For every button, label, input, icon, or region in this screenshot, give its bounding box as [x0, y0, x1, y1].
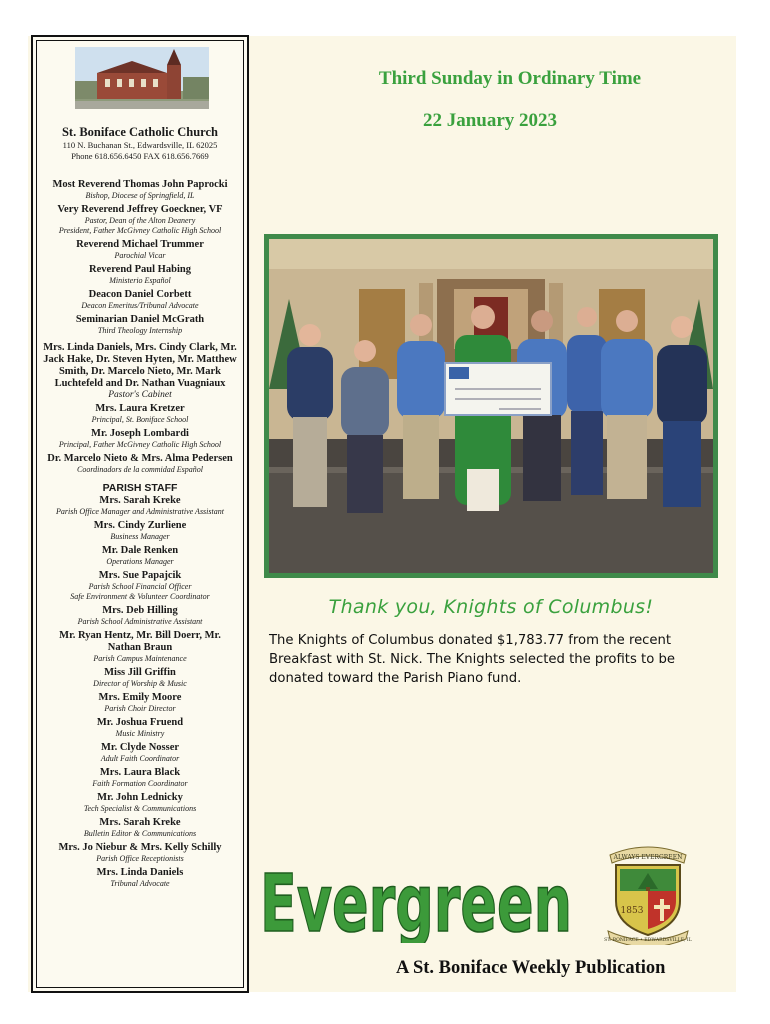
svg-text:ALWAYS EVERGREEN: ALWAYS EVERGREEN — [613, 854, 683, 861]
directory-entry: Mrs. Linda Daniels Tribunal Advocate — [96, 867, 184, 888]
svg-text:ST. BONIFACE • EDWARDSVILLE, I: ST. BONIFACE • EDWARDSVILLE, IL — [604, 938, 692, 943]
directory-entry: Mrs. Linda Daniels, Mrs. Cindy Clark, Mr. Jack Hake, Dr. Steven Hyten, Mr. Matthew Smith, Dr. Marcelo Nieto, Mr. Mark Luchtefeld and Dr. Nathan Vuagniaux Pastor's Cabinet — [43, 342, 237, 400]
directory-entry: Dr. Marcelo Nieto & Mrs. Alma Pedersen Coordinadors de la commidad Español — [47, 453, 233, 474]
directory-entry: Mr. John Lednicky Tech Specialist & Communications — [83, 792, 197, 813]
directory-entry: Seminarian Daniel McGrath Third Theology Internship — [75, 314, 205, 335]
directory-entry: Mrs. Jo Niebur & Mrs. Kelly Schilly Parish Office Receptionists — [58, 842, 222, 863]
knights-photo — [264, 234, 718, 578]
directory-entry: Mrs. Sarah Kreke Parish Office Manager and Administrative Assistant — [56, 495, 224, 516]
directory-entry: Mrs. Laura Kretzer Principal, St. Boniface School — [91, 403, 189, 424]
church-photo — [75, 47, 209, 109]
directory-entry: Mr. Ryan Hentz, Mr. Bill Doerr, Mr. Nathan Braun Parish Campus Maintenance — [59, 630, 221, 663]
directory-entry: Most Reverend Thomas John Paprocki Bishop, Diocese of Springfield, IL — [52, 179, 228, 200]
directory-entry: Reverend Paul Habing Ministerio Español — [89, 264, 191, 285]
masthead-text: Evergreen — [260, 858, 572, 943]
page-title: Third Sunday in Ordinary Time — [378, 68, 642, 89]
directory-entry: Mrs. Sarah Kreke Bulletin Editor & Communications — [83, 817, 197, 838]
church-address: 110 N. Buchanan St., Edwardsville, IL 62025 — [62, 140, 218, 150]
directory-entry: Mr. Joshua Fruend Music Ministry — [96, 717, 184, 738]
directory-entry: Miss Jill Griffin Director of Worship & Music — [93, 667, 187, 688]
staff-directory — [33, 179, 247, 892]
church-phone: Phone 618.656.6450 FAX 618.656.7669 — [71, 151, 209, 161]
directory-entry: Mrs. Laura Black Faith Formation Coordinator — [92, 767, 188, 788]
church-name: St. Boniface Catholic Church — [61, 125, 219, 139]
parish-staff-heading: PARISH STAFF — [102, 482, 178, 494]
directory-entry: Mr. Dale Renken Operations Manager — [101, 545, 179, 566]
article-title: Thank you, Knights of Columbus! — [328, 596, 654, 618]
directory-entry: Mrs. Sue Papajcik Parish School Financial Officer Safe Environment & Volunteer Coordinator — [70, 570, 210, 601]
page-date: 22 January 2023 — [422, 110, 558, 131]
sidebar — [31, 35, 249, 993]
directory-entry: Deacon Daniel Corbett Deacon Emeritus/Tribunal Advocate — [81, 289, 199, 310]
directory-entry: Mrs. Emily Moore Parish Choir Director — [98, 692, 182, 713]
evergreen-masthead — [256, 843, 586, 943]
directory-entry: Very Reverend Jeffrey Goeckner, VF Pastor, Dean of the Alton Deanery President, Father McGivney Catholic High School — [57, 204, 223, 235]
church-info — [33, 125, 247, 162]
directory-entry: Reverend Michael Trummer Parochial Vicar — [76, 239, 204, 260]
svg-text:1853: 1853 — [620, 906, 644, 916]
directory-entry: Mr. Joseph Lombardi Principal, Father McGivney Catholic High School — [58, 428, 222, 449]
directory-entry: Mr. Clyde Nosser Adult Faith Coordinator — [100, 742, 180, 763]
publication-tagline: A St. Boniface Weekly Publication — [396, 958, 666, 978]
directory-entry: Mrs. Cindy Zurliene Business Manager — [93, 520, 187, 541]
article-body: The Knights of Columbus donated $1,783.77 from the recent Breakfast with St. Nick. The Knights selected the profits to be donated toward the Parish Piano fund. — [269, 633, 675, 686]
directory-entry: Mrs. Deb Hilling Parish School Administrative Assistant — [77, 605, 203, 626]
parish-crest-icon — [602, 843, 694, 945]
